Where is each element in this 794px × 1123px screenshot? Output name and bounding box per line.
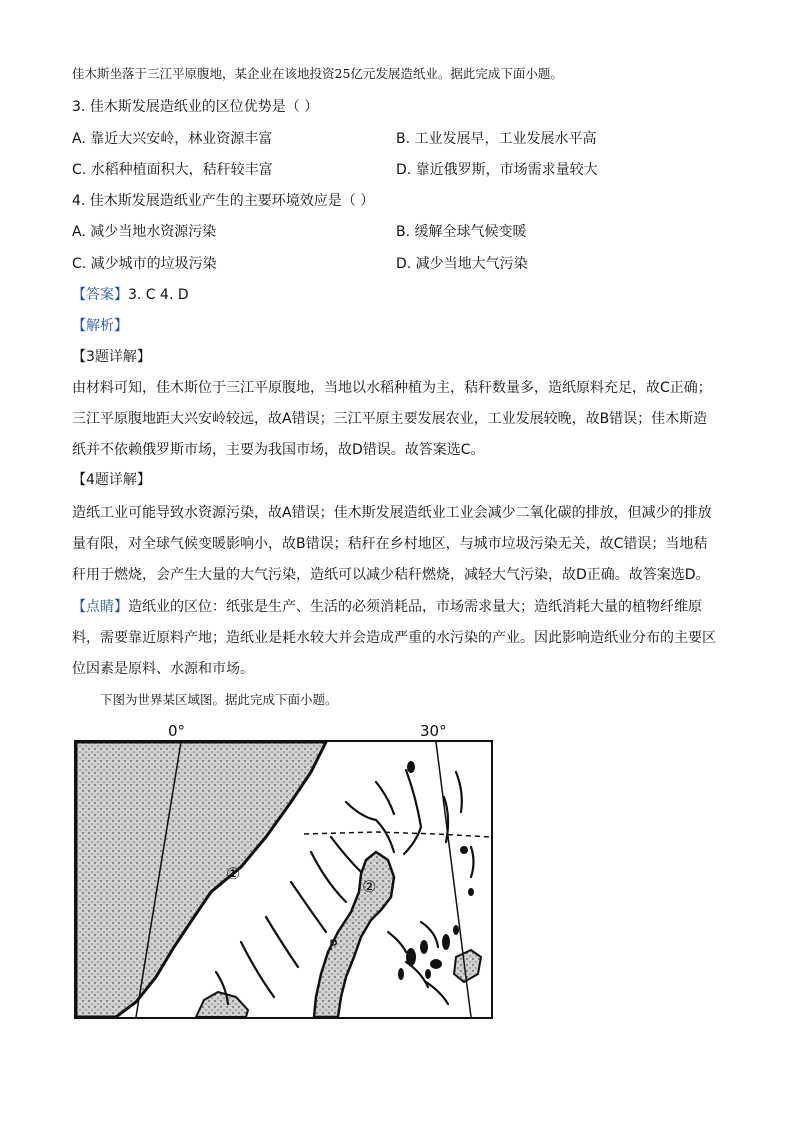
arctic-circle bbox=[304, 832, 491, 837]
tip-line bbox=[72, 592, 722, 623]
answer-line bbox=[72, 285, 722, 305]
answer-text: 3. C 4. D bbox=[128, 287, 189, 303]
analysis-label: 【解析】 bbox=[72, 318, 128, 334]
tip-text bbox=[72, 592, 722, 685]
tip-line: 位因素是原料、水源和市场。 bbox=[72, 661, 254, 677]
q3-option-b: B. 工业发展早，工业发展水平高 bbox=[396, 131, 597, 147]
map-intro: 下图为世界某区域图。据此完成下面小题。 bbox=[100, 692, 338, 707]
meridian-30 bbox=[436, 742, 471, 1017]
material-intro: 佳木斯坐落于三江平原腹地，某企业在该地投资25亿元发展造纸业。据此完成下面小题。 bbox=[72, 66, 563, 81]
q3-detail-label: 【3题详解】 bbox=[72, 349, 151, 365]
longitude-0-label: 0° bbox=[168, 722, 186, 740]
q4-detail-line: 造纸工业可能导致水资源污染，故A错误；佳木斯发展造纸业工业会减少二氧化碳的排放，但减少的排放 bbox=[72, 505, 712, 521]
tip-label: 【点睛】 bbox=[72, 599, 128, 615]
q4-option-c: C. 减少城市的垃圾污染 bbox=[72, 256, 217, 272]
q3-detail-text bbox=[72, 373, 722, 466]
ocean-area bbox=[76, 742, 326, 1017]
q3-detail-line: 纸并不依赖俄罗斯市场，主要为我国市场，故D错误。故答案选C。 bbox=[72, 442, 485, 458]
marker-2: ② bbox=[362, 877, 377, 896]
q4-detail-line: 秆用于燃烧，会产生大量的大气污染，造纸可以减少秸秆燃烧，减轻大气污染，故D正确。故答案选D。 bbox=[72, 567, 710, 583]
q3-option-c: C. 水稻种植面积大，秸秆较丰富 bbox=[72, 162, 273, 178]
lake bbox=[454, 950, 481, 982]
q3-detail-line: 由材料可知，佳木斯位于三江平原腹地，当地以水稻种植为主，秸秆数量多，造纸原料充足，故C正确； bbox=[72, 380, 712, 396]
q3-option-a: A. 靠近大兴安岭，林业资源丰富 bbox=[72, 131, 273, 147]
q4-detail-text bbox=[72, 498, 722, 591]
q3-detail-line: 三江平原腹地距大兴安岭较远，故A错误；三江平原主要发展农业，工业发展较晚，故B错误；佳木斯造 bbox=[72, 411, 708, 427]
answer-label: 【答案】 bbox=[72, 287, 128, 303]
longitude-30-label: 30° bbox=[420, 722, 447, 740]
question-4-stem: 4. 佳木斯发展造纸业产生的主要环境效应是（ ） bbox=[72, 193, 375, 209]
q4-option-b: B. 缓解全球气候变暖 bbox=[396, 224, 527, 240]
question-3-stem: 3. 佳木斯发展造纸业的区位优势是（ ） bbox=[72, 99, 319, 115]
tip-line-text: 造纸业的区位：纸张是生产、生活的必须消耗品，市场需求量大；造纸消耗大量的植物纤维原 bbox=[128, 599, 702, 615]
q4-detail-label: 【4题详解】 bbox=[72, 472, 151, 488]
region-map bbox=[74, 740, 493, 1019]
map-svg bbox=[76, 742, 491, 1017]
marker-p: P bbox=[329, 938, 338, 954]
north-sea-patch bbox=[196, 992, 248, 1017]
tip-line: 料，需要靠近原料产地；造纸业是耗水较大并会造成严重的水污染的产业。因此影响造纸业分布的主要区 bbox=[72, 630, 716, 646]
q4-detail-line: 量有限，对全球气候变暖影响小，故B错误；秸秆在乡村地区，与城市垃圾污染无关，故C错误；当地秸 bbox=[72, 536, 708, 552]
q4-option-a: A. 减少当地水资源污染 bbox=[72, 224, 217, 240]
q4-option-d: D. 减少当地大气污染 bbox=[396, 256, 528, 272]
q3-option-d: D. 靠近俄罗斯，市场需求量较大 bbox=[396, 162, 598, 178]
marker-1: ① bbox=[226, 864, 241, 883]
